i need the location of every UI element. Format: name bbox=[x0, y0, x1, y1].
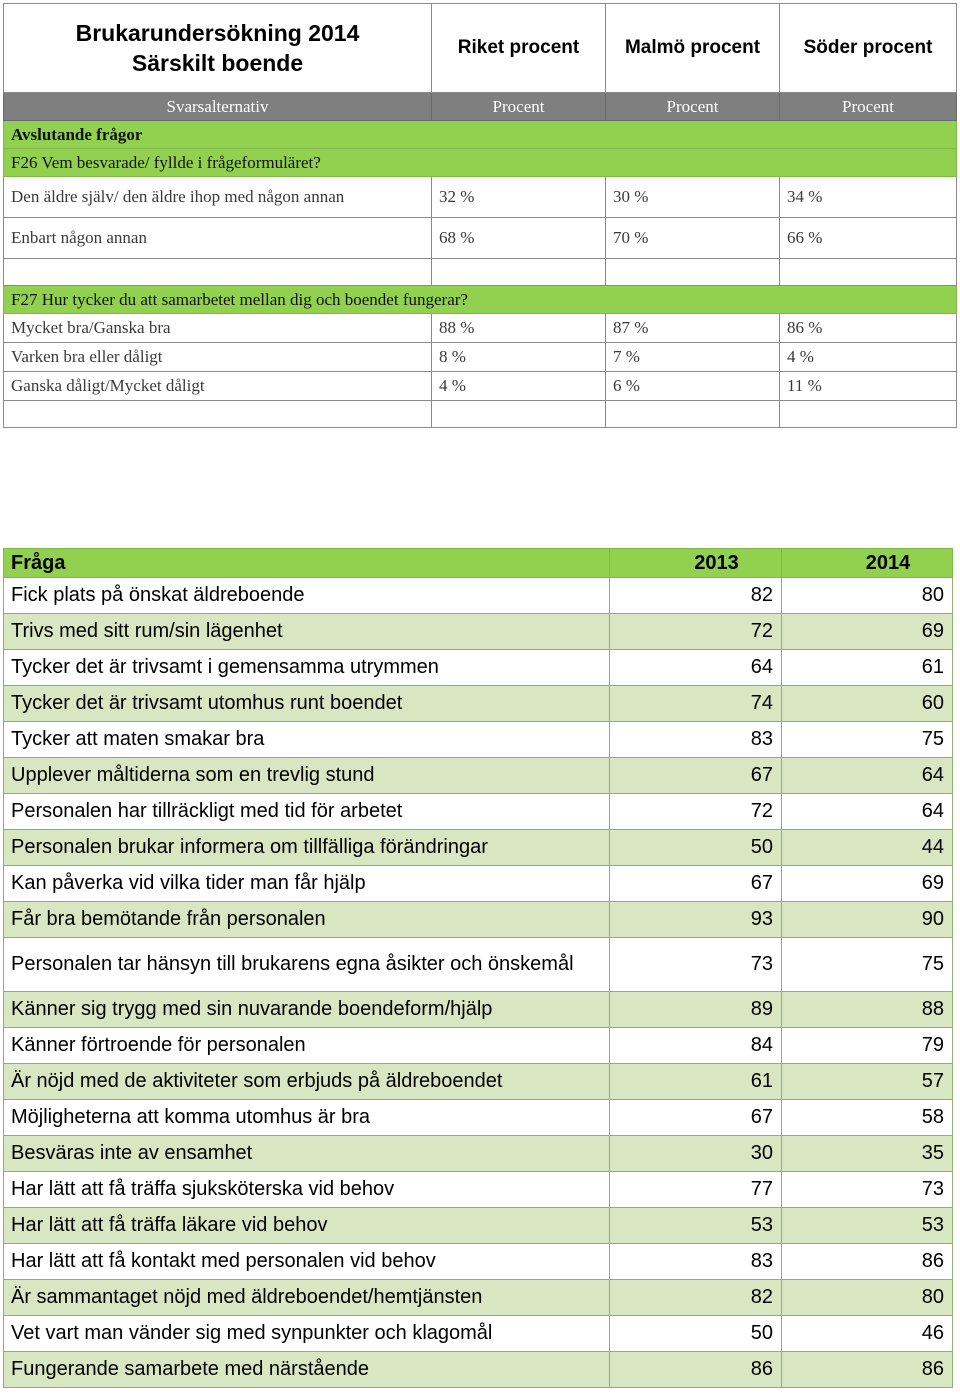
value-2014: 88 bbox=[782, 992, 953, 1028]
section-title-row bbox=[4, 121, 957, 149]
question-label: Tycker att maten smakar bra bbox=[4, 722, 610, 758]
question-label: Personalen har tillräckligt med tid för arbetet bbox=[4, 794, 610, 830]
value-2013: 82 bbox=[610, 578, 782, 614]
table-row bbox=[4, 794, 953, 830]
answer-label: Varken bra eller dåligt bbox=[4, 343, 432, 372]
question-label: Är nöjd med de aktiviteter som erbjuds på äldreboendet bbox=[4, 1064, 610, 1100]
value-soder: 86 % bbox=[780, 314, 957, 343]
value-2013: 84 bbox=[610, 1028, 782, 1064]
table-row bbox=[4, 1244, 953, 1280]
value-2014: 79 bbox=[782, 1028, 953, 1064]
survey-title bbox=[4, 4, 432, 93]
header-2014: 2014 bbox=[782, 549, 953, 578]
empty-row bbox=[4, 401, 957, 428]
question-row-f27 bbox=[4, 286, 957, 314]
subheader-row bbox=[4, 93, 957, 121]
value-2014: 69 bbox=[782, 866, 953, 902]
value-malmo: 6 % bbox=[606, 372, 780, 401]
value-2014: 80 bbox=[782, 1280, 953, 1316]
question-label: Fungerande samarbete med närstående bbox=[4, 1352, 610, 1388]
table-row bbox=[4, 578, 953, 614]
question-label: Vet vart man vänder sig med synpunkter och klagomål bbox=[4, 1316, 610, 1352]
question-label: Har lätt att få träffa sjuksköterska vid behov bbox=[4, 1172, 610, 1208]
question-row-f26 bbox=[4, 149, 957, 177]
value-2013: 61 bbox=[610, 1064, 782, 1100]
value-2013: 72 bbox=[610, 794, 782, 830]
value-2014: 69 bbox=[782, 614, 953, 650]
question-label: Har lätt att få kontakt med personalen vid behov bbox=[4, 1244, 610, 1280]
value-2014: 60 bbox=[782, 686, 953, 722]
column-header-soder: Söder procent bbox=[780, 4, 957, 93]
table-row bbox=[4, 1316, 953, 1352]
value-2013: 73 bbox=[610, 938, 782, 992]
survey-title-line1: Brukarundersökning 2014 bbox=[75, 20, 360, 46]
value-2014: 73 bbox=[782, 1172, 953, 1208]
question-label: Besväras inte av ensamhet bbox=[4, 1136, 610, 1172]
question-label: Fick plats på önskat äldreboende bbox=[4, 578, 610, 614]
value-2013: 64 bbox=[610, 650, 782, 686]
table-row bbox=[4, 1208, 953, 1244]
value-2013: 50 bbox=[610, 1316, 782, 1352]
survey-table bbox=[3, 3, 957, 428]
value-2014: 61 bbox=[782, 650, 953, 686]
table-row bbox=[4, 372, 957, 401]
table-row bbox=[4, 830, 953, 866]
subheader-procent-soder: Procent bbox=[780, 93, 957, 121]
value-2013: 93 bbox=[610, 902, 782, 938]
table-row bbox=[4, 902, 953, 938]
table-row bbox=[4, 1136, 953, 1172]
value-2013: 77 bbox=[610, 1172, 782, 1208]
value-2013: 83 bbox=[610, 722, 782, 758]
table-row bbox=[4, 938, 953, 992]
header-fraga: Fråga bbox=[4, 549, 610, 578]
empty-row bbox=[4, 259, 957, 286]
answer-label: Ganska dåligt/Mycket dåligt bbox=[4, 372, 432, 401]
value-2014: 86 bbox=[782, 1352, 953, 1388]
question-f27: F27 Hur tycker du att samarbetet mellan dig och boendet fungerar? bbox=[4, 286, 957, 314]
value-2013: 53 bbox=[610, 1208, 782, 1244]
value-2014: 53 bbox=[782, 1208, 953, 1244]
survey-header-row bbox=[4, 4, 957, 93]
value-2014: 46 bbox=[782, 1316, 953, 1352]
subheader-procent-riket: Procent bbox=[432, 93, 606, 121]
value-malmo: 7 % bbox=[606, 343, 780, 372]
value-riket: 68 % bbox=[432, 218, 606, 259]
value-2013: 67 bbox=[610, 758, 782, 794]
value-riket: 8 % bbox=[432, 343, 606, 372]
table-row bbox=[4, 314, 957, 343]
value-2014: 57 bbox=[782, 1064, 953, 1100]
question-label: Personalen brukar informera om tillfälliga förändringar bbox=[4, 830, 610, 866]
column-header-riket: Riket procent bbox=[432, 4, 606, 93]
value-riket: 88 % bbox=[432, 314, 606, 343]
comparison-header-row bbox=[4, 549, 953, 578]
value-malmo: 30 % bbox=[606, 177, 780, 218]
value-2013: 74 bbox=[610, 686, 782, 722]
value-2014: 64 bbox=[782, 758, 953, 794]
value-2014: 64 bbox=[782, 794, 953, 830]
answer-label: Mycket bra/Ganska bra bbox=[4, 314, 432, 343]
table-row bbox=[4, 177, 957, 218]
value-2014: 75 bbox=[782, 938, 953, 992]
question-label: Tycker det är trivsamt i gemensamma utrymmen bbox=[4, 650, 610, 686]
value-2014: 75 bbox=[782, 722, 953, 758]
table-row bbox=[4, 1280, 953, 1316]
value-soder: 66 % bbox=[780, 218, 957, 259]
question-label: Möjligheterna att komma utomhus är bra bbox=[4, 1100, 610, 1136]
value-2013: 89 bbox=[610, 992, 782, 1028]
survey-title-line2: Särskilt boende bbox=[131, 50, 304, 76]
table-row bbox=[4, 650, 953, 686]
answer-label: Den äldre själv/ den äldre ihop med någon annan bbox=[4, 177, 432, 218]
question-f26: F26 Vem besvarade/ fyllde i frågeformuläret? bbox=[4, 149, 957, 177]
table-row bbox=[4, 1064, 953, 1100]
question-label: Får bra bemötande från personalen bbox=[4, 902, 610, 938]
column-header-malmo: Malmö procent bbox=[606, 4, 780, 93]
subheader-procent-malmo: Procent bbox=[606, 93, 780, 121]
value-soder: 11 % bbox=[780, 372, 957, 401]
table-row bbox=[4, 992, 953, 1028]
value-2013: 82 bbox=[610, 1280, 782, 1316]
question-label: Är sammantaget nöjd med äldreboendet/hemtjänsten bbox=[4, 1280, 610, 1316]
question-label: Kan påverka vid vilka tider man får hjälp bbox=[4, 866, 610, 902]
table-row bbox=[4, 866, 953, 902]
value-soder: 4 % bbox=[780, 343, 957, 372]
value-soder: 34 % bbox=[780, 177, 957, 218]
table-row bbox=[4, 758, 953, 794]
question-label: Tycker det är trivsamt utomhus runt boendet bbox=[4, 686, 610, 722]
table-row bbox=[4, 343, 957, 372]
question-label: Upplever måltiderna som en trevlig stund bbox=[4, 758, 610, 794]
value-2014: 86 bbox=[782, 1244, 953, 1280]
value-malmo: 70 % bbox=[606, 218, 780, 259]
question-label: Känner förtroende för personalen bbox=[4, 1028, 610, 1064]
answer-label: Enbart någon annan bbox=[4, 218, 432, 259]
value-2013: 86 bbox=[610, 1352, 782, 1388]
value-2013: 72 bbox=[610, 614, 782, 650]
value-2014: 80 bbox=[782, 578, 953, 614]
value-2014: 44 bbox=[782, 830, 953, 866]
table-row bbox=[4, 1352, 953, 1388]
value-2014: 58 bbox=[782, 1100, 953, 1136]
question-label: Har lätt att få träffa läkare vid behov bbox=[4, 1208, 610, 1244]
value-2013: 67 bbox=[610, 866, 782, 902]
question-label: Trivs med sitt rum/sin lägenhet bbox=[4, 614, 610, 650]
table-row bbox=[4, 1100, 953, 1136]
question-label: Personalen tar hänsyn till brukarens egna åsikter och önskemål bbox=[4, 938, 610, 992]
value-2014: 35 bbox=[782, 1136, 953, 1172]
table-row bbox=[4, 614, 953, 650]
value-2013: 30 bbox=[610, 1136, 782, 1172]
table-row bbox=[4, 686, 953, 722]
value-2014: 90 bbox=[782, 902, 953, 938]
table-row bbox=[4, 218, 957, 259]
table-row bbox=[4, 722, 953, 758]
question-label: Känner sig trygg med sin nuvarande boendeform/hjälp bbox=[4, 992, 610, 1028]
value-riket: 4 % bbox=[432, 372, 606, 401]
table-row bbox=[4, 1172, 953, 1208]
subheader-svarsalternativ: Svarsalternativ bbox=[4, 93, 432, 121]
comparison-table bbox=[3, 548, 953, 1388]
value-riket: 32 % bbox=[432, 177, 606, 218]
value-2013: 50 bbox=[610, 830, 782, 866]
value-2013: 83 bbox=[610, 1244, 782, 1280]
value-2013: 67 bbox=[610, 1100, 782, 1136]
section-title: Avslutande frågor bbox=[4, 121, 957, 149]
header-2013: 2013 bbox=[610, 549, 782, 578]
table-row bbox=[4, 1028, 953, 1064]
value-malmo: 87 % bbox=[606, 314, 780, 343]
